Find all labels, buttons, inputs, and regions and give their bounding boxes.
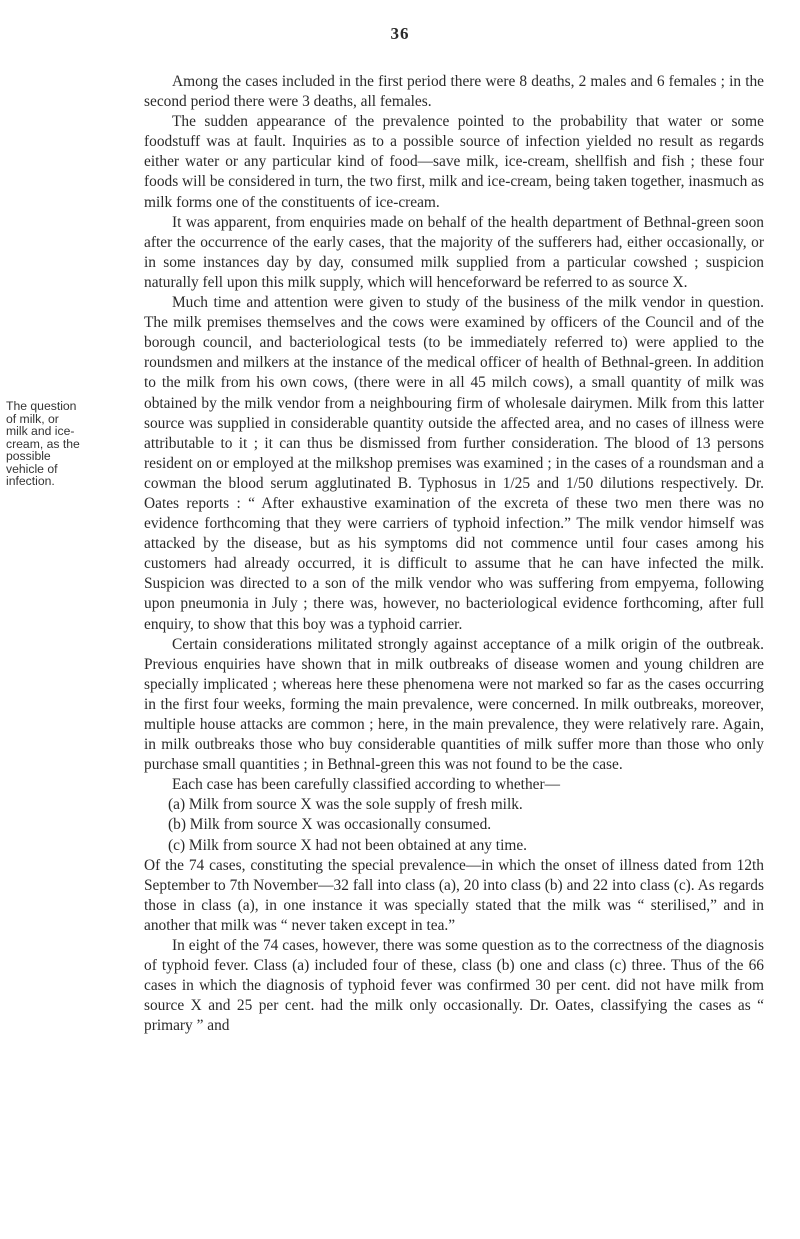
paragraph: Certain considerations militated strongly against acceptance of a milk origin of the outbreak. Previous enquiries have shown that in milk outbreaks of disease women and young children are specially implicated ; whereas here these phenomena were not marked so far as the cases occurring in the first four weeks, forming the main prevalence, were concerned. In milk outbreaks, moreover, multiple house attacks are common ; here, in the main prevalence, they were relatively rare. Again, in milk outbreaks those who buy considerable quantities of milk suffer more than those who only purchase small quantities ; in Bethnal-green this was not found to be the case. — [144, 635, 764, 774]
margin-note-line: of milk, or — [6, 411, 59, 426]
list-item: (b) Milk from source X was occasionally consumed. — [168, 816, 492, 834]
list-item: (c) Milk from source X had not been obtained at any time. — [168, 836, 528, 854]
paragraph: In eight of the 74 cases, however, there was some question as to the correctness of the diagnosis of typhoid fever. Class (a) included four of these, class (b) one and class (c) three. Thus of the 66 cases in which the diagnosis of typhoid fever was confirmed 30 per cent. did not have milk from source X and 25 per cent. had the milk only occasionally. Dr. Oates, classifying the cases as “ primary ” and — [144, 937, 764, 1035]
paragraph: Among the cases included in the first period there were 8 deaths, 2 males and 6 females ; in the second period there were 3 deaths, all females. — [144, 73, 764, 111]
paragraph: Much time and attention were given to study of the business of the milk vendor in question. The milk premises themselves and the cows were examined by officers of the Council and of the borough council, and bacteriological tests (to be immediately referred to) were applied to the roundsmen and milkers at the instance of the medical officer of health of Bethnal-green. In addition to the milk from his own cows, (there were in all 45 milch cows), a small quantity of milk was obtained by the milk vendor from a neighbouring firm of wholesale dairymen. Milk from this latter source was supplied in considerable quantity outside the affected area, and no cases of illness were attributable to it ; it can thus be dismissed from further consideration. The blood of 13 persons resident on or employed at the milkshop premises was examined ; in the cases of a roundsman and a cowman the blood serum agglutinated B. Typhosus in 1/25 and 1/50 dilutions respectively. Dr. Oates reports : “ After exhaustive examination of the excreta of these two men there was no evidence forthcoming that they were carriers of typhoid infection.” The milk vendor himself was attacked by the disease, but as his symptoms did not commence until four cases among his customers had already occurred, it is difficult to assume that he can have infected the milk. Suspicion was directed to a son of the milk vendor who was suffering from empyema, following upon pneumonia in July ; there was, however, no bacteriological evidence forthcoming, after full enquiry, to show that this boy was a typhoid carrier. — [144, 294, 764, 633]
paragraph: It was apparent, from enquiries made on behalf of the health department of Bethnal-green soon after the occurrence of the early cases, that the majority of the sufferers had, either occasionally, or in some instances day by day, consumed milk supplied from a particular cowshed ; suspicion naturally fell upon this milk supply, which will henceforward be referred to as source X. — [144, 213, 764, 291]
margin-note-line: possible — [6, 449, 51, 463]
paragraph: The sudden appearance of the prevalence pointed to the probability that water or some foodstuff was at fault. Inquiries as to a possible source of infection yielded no result as regards either water or any particular kind of food—save milk, ice-cream, shellfish and fish ; these four foods will be considered in turn, the two first, milk and ice-cream, being taken together, inasmuch as milk forms one of the constituents of ice-cream. — [144, 113, 764, 211]
page-number: 36 — [390, 24, 410, 43]
body-text — [144, 72, 764, 1037]
paragraph: Each case has been carefully classified according to whether— — [172, 776, 561, 794]
margin-note-line: The question — [6, 399, 77, 413]
margin-note-line: infection. — [6, 474, 55, 488]
paragraph: Of the 74 cases, constituting the special prevalence—in which the onset of illness dated from 12th September to 7th November—32 fall into class (a), 20 into class (b) and 22 into class (c). As regards those in class (a), in one instance it was specially stated that the milk was “ sterilised,” and in another that milk was “ never taken except in tea.” — [144, 856, 764, 934]
margin-note — [6, 400, 124, 488]
list-item: (a) Milk from source X was the sole supply of fresh milk. — [168, 796, 523, 814]
margin-note-line: milk and ice- — [6, 424, 75, 438]
margin-note-line: vehicle of — [6, 461, 58, 476]
margin-note-line: cream, as the — [6, 436, 80, 451]
